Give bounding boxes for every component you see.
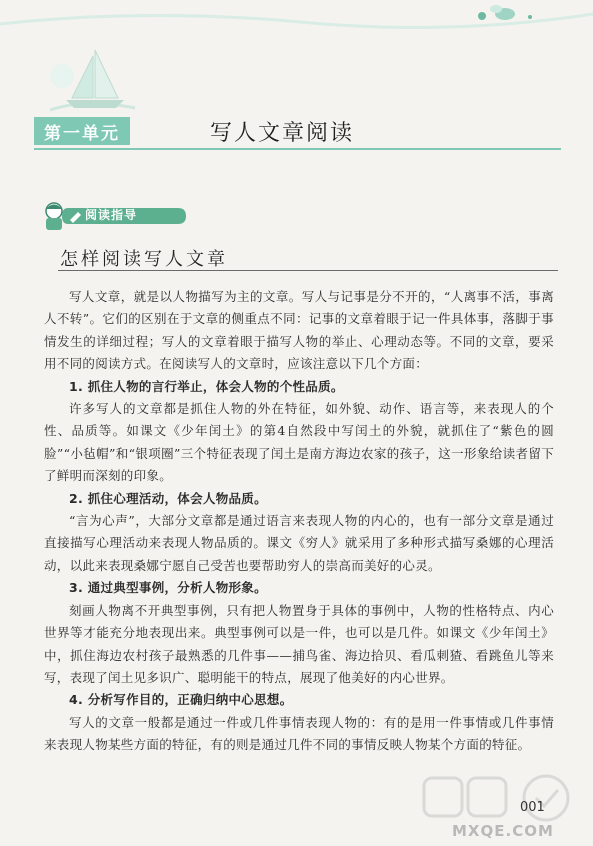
bee-icon: [478, 5, 532, 20]
top-wave-decoration: [0, 0, 593, 40]
point-heading-3: 3. 通过典型事例，分析人物形象。: [69, 580, 267, 596]
point-heading-1: 1. 抓住人物的言行举止，体会人物的个性品质。: [69, 378, 344, 394]
point-heading-2: 2. 抓住心理活动，体会人物品质。: [69, 490, 267, 506]
reading-guide-label: 阅读指导: [85, 208, 138, 222]
reader-kid-icon: [46, 203, 62, 230]
point-heading-4: 4. 分析写作目的，正确归纳中心思想。: [69, 692, 293, 708]
page-number: 001: [520, 800, 545, 815]
intro-paragraph: 写人文章，就是以人物描写为主的文章。写人与记事是分不开的，“人离事不活，事离人不转”。它们的区别在于文章的侧重点不同：记事的文章着眼于记一件具体事，落脚于事情发生的详细过程；写人的文章着眼于描写人物的举止、心理动态等。不同的文章，要采用不同的阅读方式。在阅读写人的文章时，应该注意以下几个方面：: [44, 289, 554, 372]
chapter-title: 写人文章阅读: [210, 121, 355, 146]
point-paragraph-3: 刻画人物离不开典型事例，只有把人物置身于具体的事例中，人物的性格特点、内心世界等才能充分地表现出来。典型事例可以是一件，也可以是几件。如课文《少年闰土》中，抓住海边农村孩子最熟悉的几件事——捕鸟雀、海边拾贝、看瓜刺猹、看跳鱼儿等来写，表现了闰土见多识广、聪明能干的特点，展现了他美好的内心世界。: [44, 602, 554, 685]
header-divider: [34, 148, 561, 150]
section-divider: [58, 270, 558, 271]
point-paragraph-1: 许多写人的文章都是抓住人物的外在特征，如外貌、动作、语言等，来表现人的个性、品质等。如课文《少年闰土》的第4自然段中写闰土的外貌，就抓住了“紫色的圆脸”“小毡帽”和“银项圈”三个特征表现了闰土是南方海边农家的孩子，这一形象给读者留下了鲜明而深刻的印象。: [44, 401, 554, 484]
section-title: 怎样阅读写人文章: [60, 249, 228, 270]
sailboat-icon: [40, 40, 140, 122]
watermark-url: MXQE.COM: [452, 822, 554, 840]
article-body: [44, 286, 554, 757]
unit-label-badge: 第一单元: [34, 117, 130, 145]
point-paragraph-2: “言为心声”，大部分文章都是通过语言来表现人物的内心的，也有一部分文章是通过直接描写心理活动来表现人物品质的。课文《穷人》就采用了多种形式描写桑娜的心理活动，以此来表现桑娜宁愿自己受苦也要帮助穷人的崇高而美好的心灵。: [44, 513, 554, 573]
point-paragraph-4: 写人的文章一般都是通过一件或几件事情表现人物的：有的是用一件事情或几件事情来表现人物某些方面的特征，有的则是通过几件不同的事情反映人物某个方面的特征。: [44, 714, 554, 753]
